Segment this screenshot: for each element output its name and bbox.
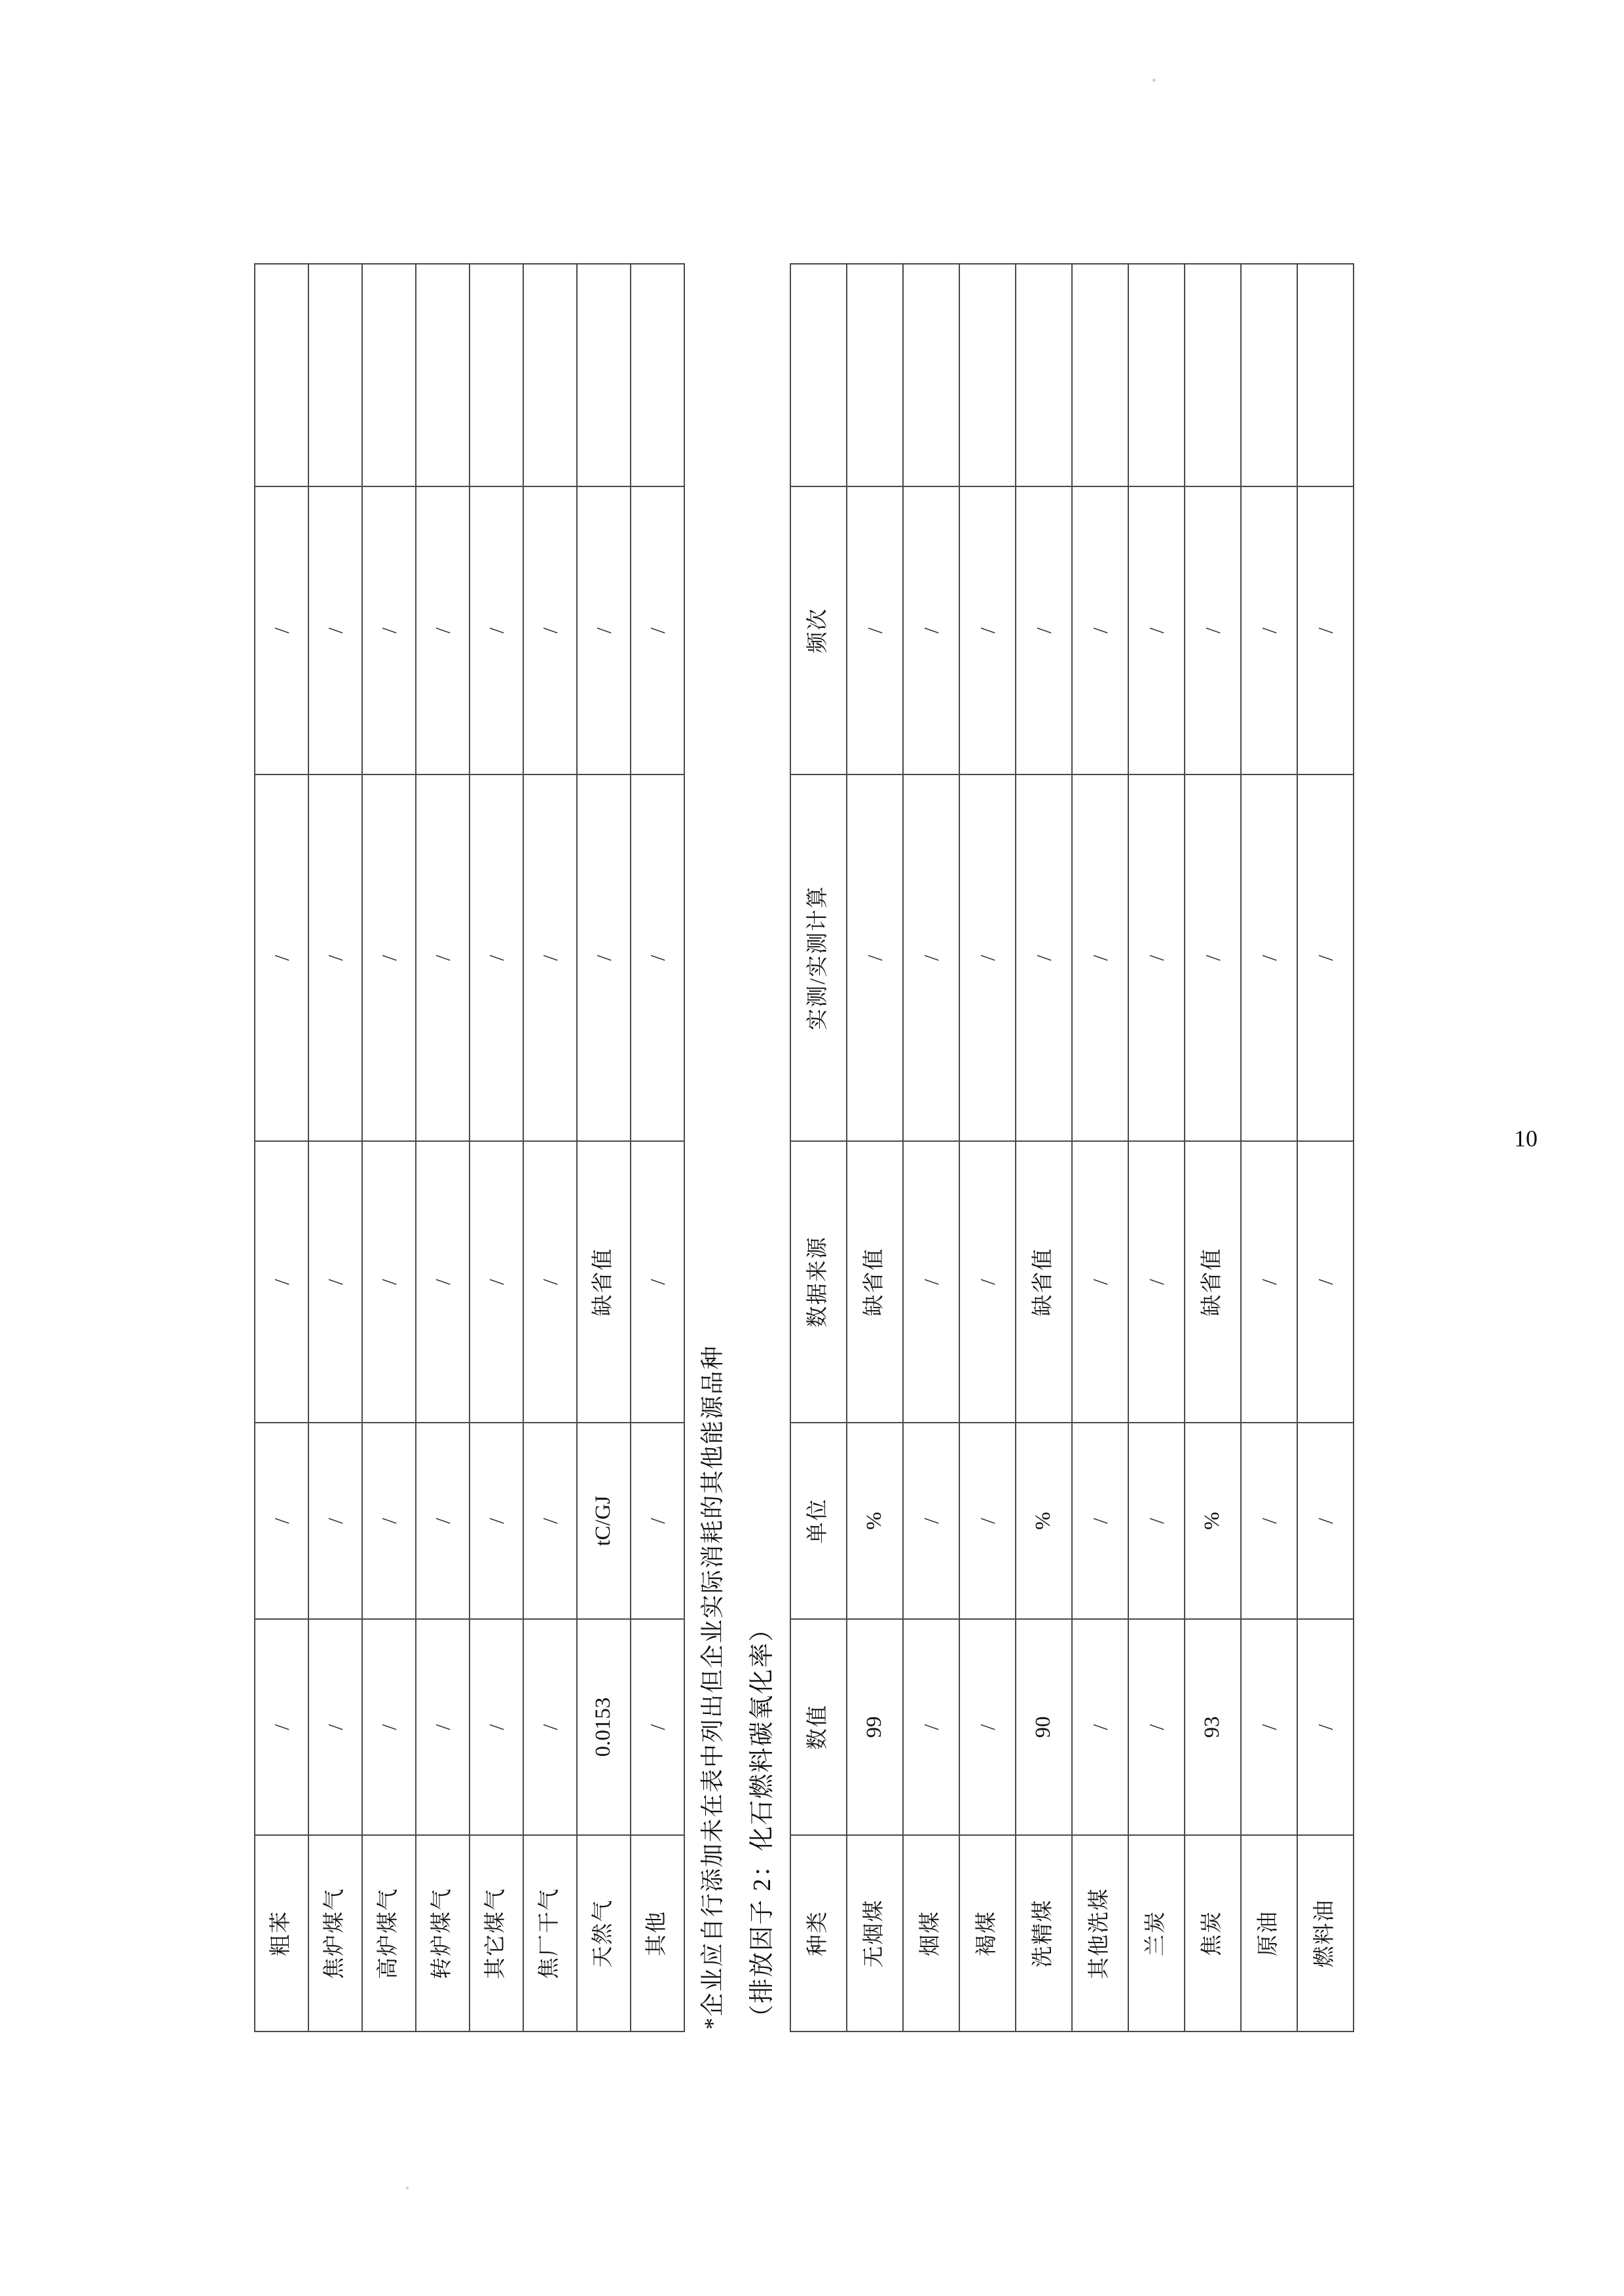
cell-measure: / <box>631 774 684 1141</box>
cell-value: / <box>1241 1619 1297 1835</box>
cell-unit: % <box>1016 1423 1072 1619</box>
cell-source: / <box>1241 1141 1297 1423</box>
cell-measure: / <box>523 774 577 1141</box>
header-cell-name: 种类 <box>790 1835 847 2032</box>
cell-frequency: / <box>1297 486 1354 774</box>
cell-measure: / <box>470 774 523 1141</box>
cell-name: 焦厂干气 <box>523 1835 577 2032</box>
cell-unit: tC/GJ <box>577 1423 631 1619</box>
cell-value: 0.0153 <box>577 1619 631 1835</box>
cell-measure: / <box>416 774 470 1141</box>
cell-frequency: / <box>470 486 523 774</box>
scan-speck <box>1153 79 1156 82</box>
header-cell-unit: 单位 <box>790 1423 847 1619</box>
cell-source: / <box>362 1141 416 1423</box>
cell-name: 焦炉煤气 <box>308 1835 362 2032</box>
cell-tail <box>1297 264 1354 486</box>
cell-frequency: / <box>255 486 308 774</box>
cell-frequency: / <box>847 486 903 774</box>
table-row <box>1241 264 1297 2032</box>
cell-frequency: / <box>362 486 416 774</box>
cell-unit: / <box>308 1423 362 1619</box>
cell-tail <box>1185 264 1241 486</box>
header-cell-value: 数值 <box>790 1619 847 1835</box>
cell-value: 93 <box>1185 1619 1241 1835</box>
cell-frequency: / <box>1128 486 1185 774</box>
cell-measure: / <box>1185 774 1241 1141</box>
cell-source: / <box>903 1141 959 1423</box>
cell-frequency: / <box>959 486 1016 774</box>
cell-measure: / <box>1072 774 1128 1141</box>
cell-value: / <box>631 1619 684 1835</box>
cell-source: / <box>255 1141 308 1423</box>
page-number: 10 <box>1514 1125 1538 1152</box>
table-row <box>847 264 903 2032</box>
cell-name: 其他 <box>631 1835 684 2032</box>
cell-measure: / <box>255 774 308 1141</box>
cell-tail <box>903 264 959 486</box>
cell-tail <box>1128 264 1185 486</box>
cell-measure: / <box>903 774 959 1141</box>
cell-measure: / <box>577 774 631 1141</box>
cell-source: / <box>308 1141 362 1423</box>
rotated-content-wrapper <box>236 245 1388 2052</box>
cell-tail <box>959 264 1016 486</box>
header-cell-frequency: 频次 <box>790 486 847 774</box>
cell-value: 90 <box>1016 1619 1072 1835</box>
cell-value: / <box>1297 1619 1354 1835</box>
cell-unit: / <box>1297 1423 1354 1619</box>
cell-source: / <box>416 1141 470 1423</box>
table-row <box>470 264 523 2032</box>
cell-name: 燃料油 <box>1297 1835 1354 2032</box>
cell-tail <box>362 264 416 486</box>
cell-frequency: / <box>308 486 362 774</box>
cell-source: / <box>470 1141 523 1423</box>
cell-value: / <box>959 1619 1016 1835</box>
cell-name: 其它煤气 <box>470 1835 523 2032</box>
cell-unit: / <box>631 1423 684 1619</box>
page-sheet <box>236 245 1388 2052</box>
cell-unit: / <box>416 1423 470 1619</box>
cell-source: / <box>631 1141 684 1423</box>
cell-unit: % <box>847 1423 903 1619</box>
cell-name: 褐煤 <box>959 1835 1016 2032</box>
table-row <box>631 264 684 2032</box>
carbon-oxidation-rate-table <box>790 263 1354 2032</box>
cell-frequency: / <box>1016 486 1072 774</box>
cell-tail <box>255 264 308 486</box>
table-row <box>1128 264 1185 2032</box>
cell-unit: / <box>362 1423 416 1619</box>
table-row <box>577 264 631 2032</box>
cell-value: 99 <box>847 1619 903 1835</box>
cell-unit: / <box>1072 1423 1128 1619</box>
cell-tail <box>1016 264 1072 486</box>
cell-name: 兰炭 <box>1128 1835 1185 2032</box>
cell-tail <box>1241 264 1297 486</box>
cell-name: 原油 <box>1241 1835 1297 2032</box>
cell-name: 高炉煤气 <box>362 1835 416 2032</box>
cell-frequency: / <box>577 486 631 774</box>
table-row <box>1297 264 1354 2032</box>
cell-source: 缺省值 <box>1185 1141 1241 1423</box>
cell-source: / <box>1072 1141 1128 1423</box>
cell-value: / <box>470 1619 523 1835</box>
cell-source: 缺省值 <box>1016 1141 1072 1423</box>
cell-tail <box>847 264 903 486</box>
cell-tail <box>631 264 684 486</box>
cell-unit: / <box>1241 1423 1297 1619</box>
cell-name: 焦炭 <box>1185 1835 1241 2032</box>
cell-frequency: / <box>1185 486 1241 774</box>
table-row <box>1016 264 1072 2032</box>
table-row <box>255 264 308 2032</box>
cell-tail <box>1072 264 1128 486</box>
cell-unit: / <box>1128 1423 1185 1619</box>
cell-measure: / <box>1297 774 1354 1141</box>
cell-measure: / <box>959 774 1016 1141</box>
cell-measure: / <box>362 774 416 1141</box>
cell-name: 粗苯 <box>255 1835 308 2032</box>
cell-unit: / <box>523 1423 577 1619</box>
cell-name: 转炉煤气 <box>416 1835 470 2032</box>
table-row <box>1072 264 1128 2032</box>
table-row <box>362 264 416 2032</box>
table-row <box>903 264 959 2032</box>
cell-measure: / <box>1016 774 1072 1141</box>
header-cell-tail <box>790 264 847 486</box>
cell-value: / <box>308 1619 362 1835</box>
table-row <box>1185 264 1241 2032</box>
cell-value: / <box>1072 1619 1128 1835</box>
cell-value: / <box>523 1619 577 1835</box>
cell-unit: / <box>255 1423 308 1619</box>
table-footnote: *企业应自行添加未在表中列出但企业实际消耗的其他能源品种 <box>699 1344 726 2030</box>
cell-frequency: / <box>1072 486 1128 774</box>
header-cell-source: 数据来源 <box>790 1141 847 1423</box>
scan-speck <box>406 2187 409 2189</box>
cell-source: / <box>1128 1141 1185 1423</box>
cell-name: 其他洗煤 <box>1072 1835 1128 2032</box>
cell-tail <box>577 264 631 486</box>
cell-name: 天然气 <box>577 1835 631 2032</box>
cell-source: 缺省值 <box>847 1141 903 1423</box>
cell-frequency: / <box>631 486 684 774</box>
cell-value: / <box>903 1619 959 1835</box>
cell-unit: / <box>959 1423 1016 1619</box>
cell-unit: / <box>903 1423 959 1619</box>
header-cell-measure: 实测/实测计算 <box>790 774 847 1141</box>
cell-source: / <box>1297 1141 1354 1423</box>
cell-value: / <box>362 1619 416 1835</box>
cell-unit: % <box>1185 1423 1241 1619</box>
table-row <box>959 264 1016 2032</box>
cell-value: / <box>255 1619 308 1835</box>
cell-value: / <box>1128 1619 1185 1835</box>
fuel-carbon-content-table <box>254 263 685 2032</box>
cell-source: / <box>959 1141 1016 1423</box>
cell-frequency: / <box>903 486 959 774</box>
cell-name: 洗精煤 <box>1016 1835 1072 2032</box>
cell-frequency: / <box>523 486 577 774</box>
cell-value: / <box>416 1619 470 1835</box>
cell-tail <box>523 264 577 486</box>
cell-tail <box>470 264 523 486</box>
table-header-row <box>790 264 847 2032</box>
table-row <box>308 264 362 2032</box>
cell-source: / <box>523 1141 577 1423</box>
section-title: （排放因子 2：化石燃料碳氧化率） <box>748 1614 776 2030</box>
cell-frequency: / <box>1241 486 1297 774</box>
table-row <box>523 264 577 2032</box>
cell-tail <box>416 264 470 486</box>
cell-measure: / <box>308 774 362 1141</box>
cell-name: 无烟煤 <box>847 1835 903 2032</box>
cell-measure: / <box>1128 774 1185 1141</box>
table-row <box>416 264 470 2032</box>
cell-measure: / <box>847 774 903 1141</box>
cell-tail <box>308 264 362 486</box>
cell-measure: / <box>1241 774 1297 1141</box>
cell-source: 缺省值 <box>577 1141 631 1423</box>
cell-name: 烟煤 <box>903 1835 959 2032</box>
cell-frequency: / <box>416 486 470 774</box>
cell-unit: / <box>470 1423 523 1619</box>
